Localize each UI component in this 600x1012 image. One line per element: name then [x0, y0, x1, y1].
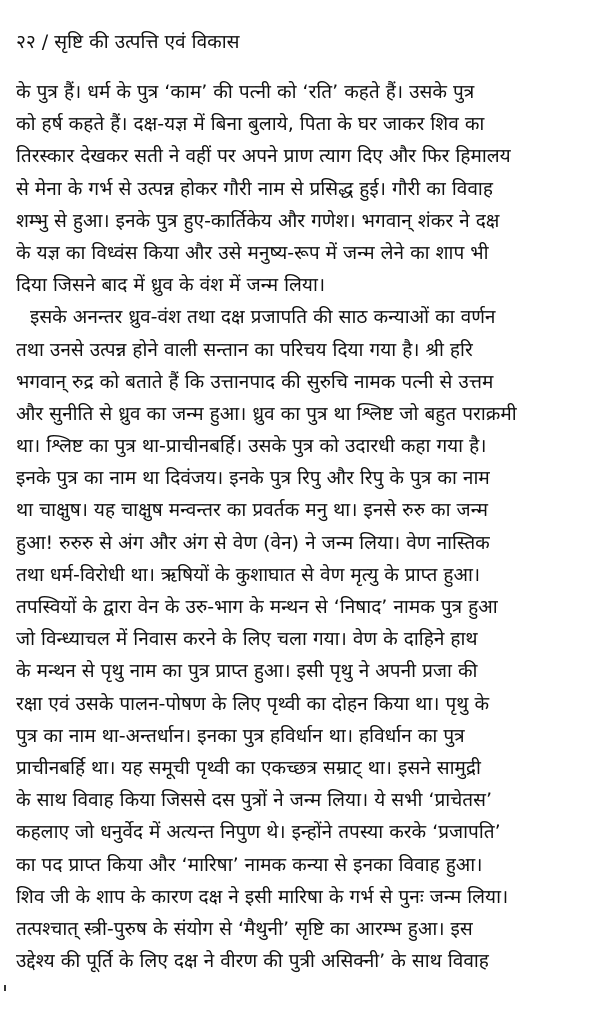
text-line: हुआ! रुरुरु से अंग और अंग से वेण (वेन) ने जन्म लिया। वेण नास्तिक: [16, 531, 490, 554]
paragraph-2: [16, 301, 584, 977]
running-header: २२ / सृष्टि की उत्पत्ति एवं विकास: [16, 31, 240, 53]
text-line: था। श्लिष्ट का पुत्र था-प्राचीनबर्हि। उसके पुत्र को उदारधी कहा गया है।: [16, 435, 487, 458]
text-line: इसके अनन्तर ध्रुव-वंश तथा दक्ष प्रजापति की साठ कन्याओं का वर्णन: [30, 306, 496, 329]
text-line: के साथ विवाह किया जिससे दस पुत्रों ने जन्म लिया। ये सभी ‘प्राचेतस’: [16, 789, 493, 812]
paragraph-1: [16, 76, 584, 301]
text-line: का पद प्राप्त किया और ‘मारिषा’ नामक कन्या से इनका विवाह हुआ।: [16, 853, 483, 876]
text-line: जो विन्ध्याचल में निवास करने के लिए चला गया। वेण के दाहिने हाथ: [16, 628, 478, 651]
text-line: के पुत्र हैं। धर्म के पुत्र ‘काम’ की पत्नी को ‘रति’ कहते हैं। उसके पुत्र: [16, 81, 475, 103]
text-line: था चाक्षुष। यह चाक्षुष मन्वन्तर का प्रवर्तक मनु था। इनसे रुरु का जन्म: [16, 499, 489, 522]
text-line: इनके पुत्र का नाम था दिवंजय। इनके पुत्र रिपु और रिपु के पुत्र का नाम: [16, 467, 490, 490]
text-line: के यज्ञ का विध्वंस किया और उसे मनुष्य-रूप में जन्म लेने का शाप भी: [16, 241, 489, 264]
text-line: तत्पश्चात् स्त्री-पुरुष के संयोग से ‘मैथुनी’ सृष्टि का आरम्भ हुआ। इस: [16, 917, 473, 940]
text-line: शम्भु से हुआ। इनके पुत्र हुए-कार्तिकेय और गणेश। भगवान् शंकर ने दक्ष: [16, 209, 500, 232]
text-line: से मेना के गर्भ से उत्पन्न होकर गौरी नाम से प्रसिद्ध हुई। गौरी का विवाह: [16, 177, 493, 200]
text-line: को हर्ष कहते हैं। दक्ष-यज्ञ में बिना बुलाये, पिता के घर जाकर शिव का: [16, 113, 485, 136]
scan-artifact-mark: [4, 985, 6, 991]
text-line: दिया जिसने बाद में ध्रुव के वंश में जन्म लिया।: [16, 274, 326, 297]
text-line: उद्देश्य की पूर्ति के लिए दक्ष ने वीरण की पुत्री असिक्नी’ के साथ विवाह: [16, 950, 489, 973]
text-line: रक्षा एवं उसके पालन-पोषण के लिए पृथ्वी का दोहन किया था। पृथु के: [16, 692, 490, 715]
text-line: और सुनीति से ध्रुव का जन्म हुआ। ध्रुव का पुत्र था श्लिष्ट जो बहुत पराक्रमी: [16, 402, 517, 425]
text-line: के मन्थन से पृथु नाम का पुत्र प्राप्त हुआ। इसी पृथु ने अपनी प्रजा की: [16, 660, 478, 683]
text-line: कहलाए जो धनुर्वेद में अत्यन्त निपुण थे। इन्होंने तपस्या करके ‘प्रजापति’: [16, 821, 501, 844]
text-line: तथा धर्म-विरोधी था। ऋषियों के कुशाघात से वेण मृत्यु के प्राप्त हुआ।: [16, 563, 481, 586]
text-line: शिव जी के शाप के कारण दक्ष ने इसी मारिषा के गर्भ से पुनः जन्म लिया।: [16, 885, 509, 908]
text-line: पुत्र का नाम था-अन्तर्धान। इनका पुत्र हविर्धान था। हविर्धान का पुत्र: [16, 724, 465, 747]
text-line: प्राचीनबर्हि था। यह समूची पृथ्वी का एकच्छत्र सम्राट् था। इसने सामुद्री: [16, 756, 481, 779]
text-line: भगवान् रुद्र को बताते हैं कि उत्तानपाद की सुरुचि नामक पत्नी से उत्तम: [16, 370, 494, 393]
text-line: तिरस्कार देखकर सती ने वहीं पर अपने प्राण त्याग दिए और फिर हिमालय: [16, 145, 511, 168]
text-line: तथा उनसे उत्पन्न होने वाली सन्तान का परिचय दिया गया है। श्री हरि: [16, 338, 473, 361]
text-line: तपस्वियों के द्वारा वेन के उरु-भाग के मन्थन से ‘निषाद’ नामक पुत्र हुआ: [16, 596, 498, 618]
body-text: [16, 76, 584, 977]
